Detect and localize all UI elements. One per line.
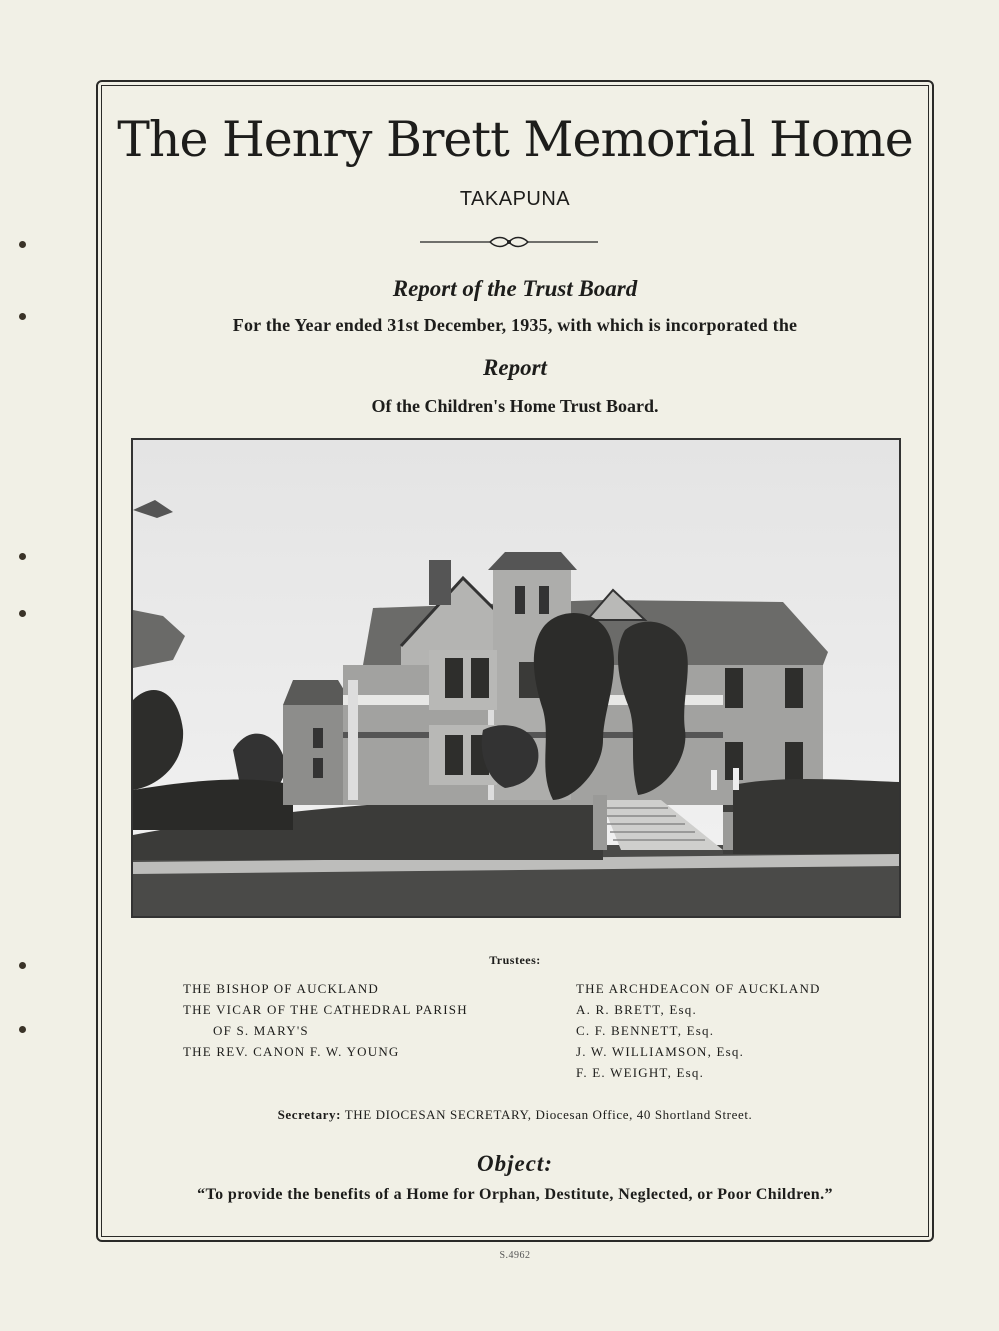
trustee-name: THE BISHOP OF AUCKLAND — [183, 981, 380, 996]
page-subtitle: TAKAPUNA — [459, 188, 571, 210]
binding-hole-mark — [19, 313, 26, 320]
trustee-name: F. E. WEIGHT, Esq. — [576, 1065, 705, 1080]
ornament-divider-icon — [420, 233, 598, 251]
report-heading-secondary: Report — [483, 355, 547, 380]
page-title: The Henry Brett Memorial Home — [117, 111, 913, 168]
footer-print-code: S.4962 — [499, 1250, 531, 1261]
binding-hole-mark — [19, 241, 26, 248]
trustee-name: C. F. BENNETT, Esq. — [576, 1023, 715, 1038]
secretary-text: THE DIOCESAN SECRETARY, Diocesan Office, 40 Shortland Street. — [344, 1107, 753, 1122]
secretary-label: Secretary: — [277, 1107, 342, 1122]
binding-hole-mark — [19, 962, 26, 969]
secretary-line — [101, 1105, 929, 1125]
report-heading: Report of the Trust Board — [392, 276, 638, 301]
object-quote: “To provide the benefits of a Home for Orphan, Destitute, Neglected, or Poor Children.” — [197, 1186, 833, 1203]
children-home-board-line: Of the Children's Home Trust Board. — [371, 396, 659, 416]
binding-hole-mark — [19, 1026, 26, 1033]
trustees-left-column — [183, 978, 468, 1062]
trustee-name: THE REV. CANON F. W. YOUNG — [183, 1044, 400, 1059]
trustee-name: A. R. BRETT, Esq. — [576, 1002, 697, 1017]
trustee-name-continuation: OF S. MARY'S — [213, 1023, 309, 1038]
binding-hole-mark — [19, 610, 26, 617]
object-heading: Object: — [477, 1151, 553, 1176]
trustees-right-column — [576, 978, 821, 1083]
trustee-name: THE ARCHDEACON OF AUCKLAND — [576, 981, 821, 996]
memorial-home-building-photo-icon — [133, 440, 899, 916]
trustee-name: J. W. WILLIAMSON, Esq. — [576, 1044, 745, 1059]
trustees-label: Trustees: — [489, 953, 541, 967]
binding-hole-mark — [19, 553, 26, 560]
building-photo — [131, 438, 901, 918]
trustee-name: THE VICAR OF THE CATHEDRAL PARISH — [183, 1002, 468, 1017]
report-period-line: For the Year ended 31st December, 1935, with which is incorporated the — [232, 315, 798, 335]
